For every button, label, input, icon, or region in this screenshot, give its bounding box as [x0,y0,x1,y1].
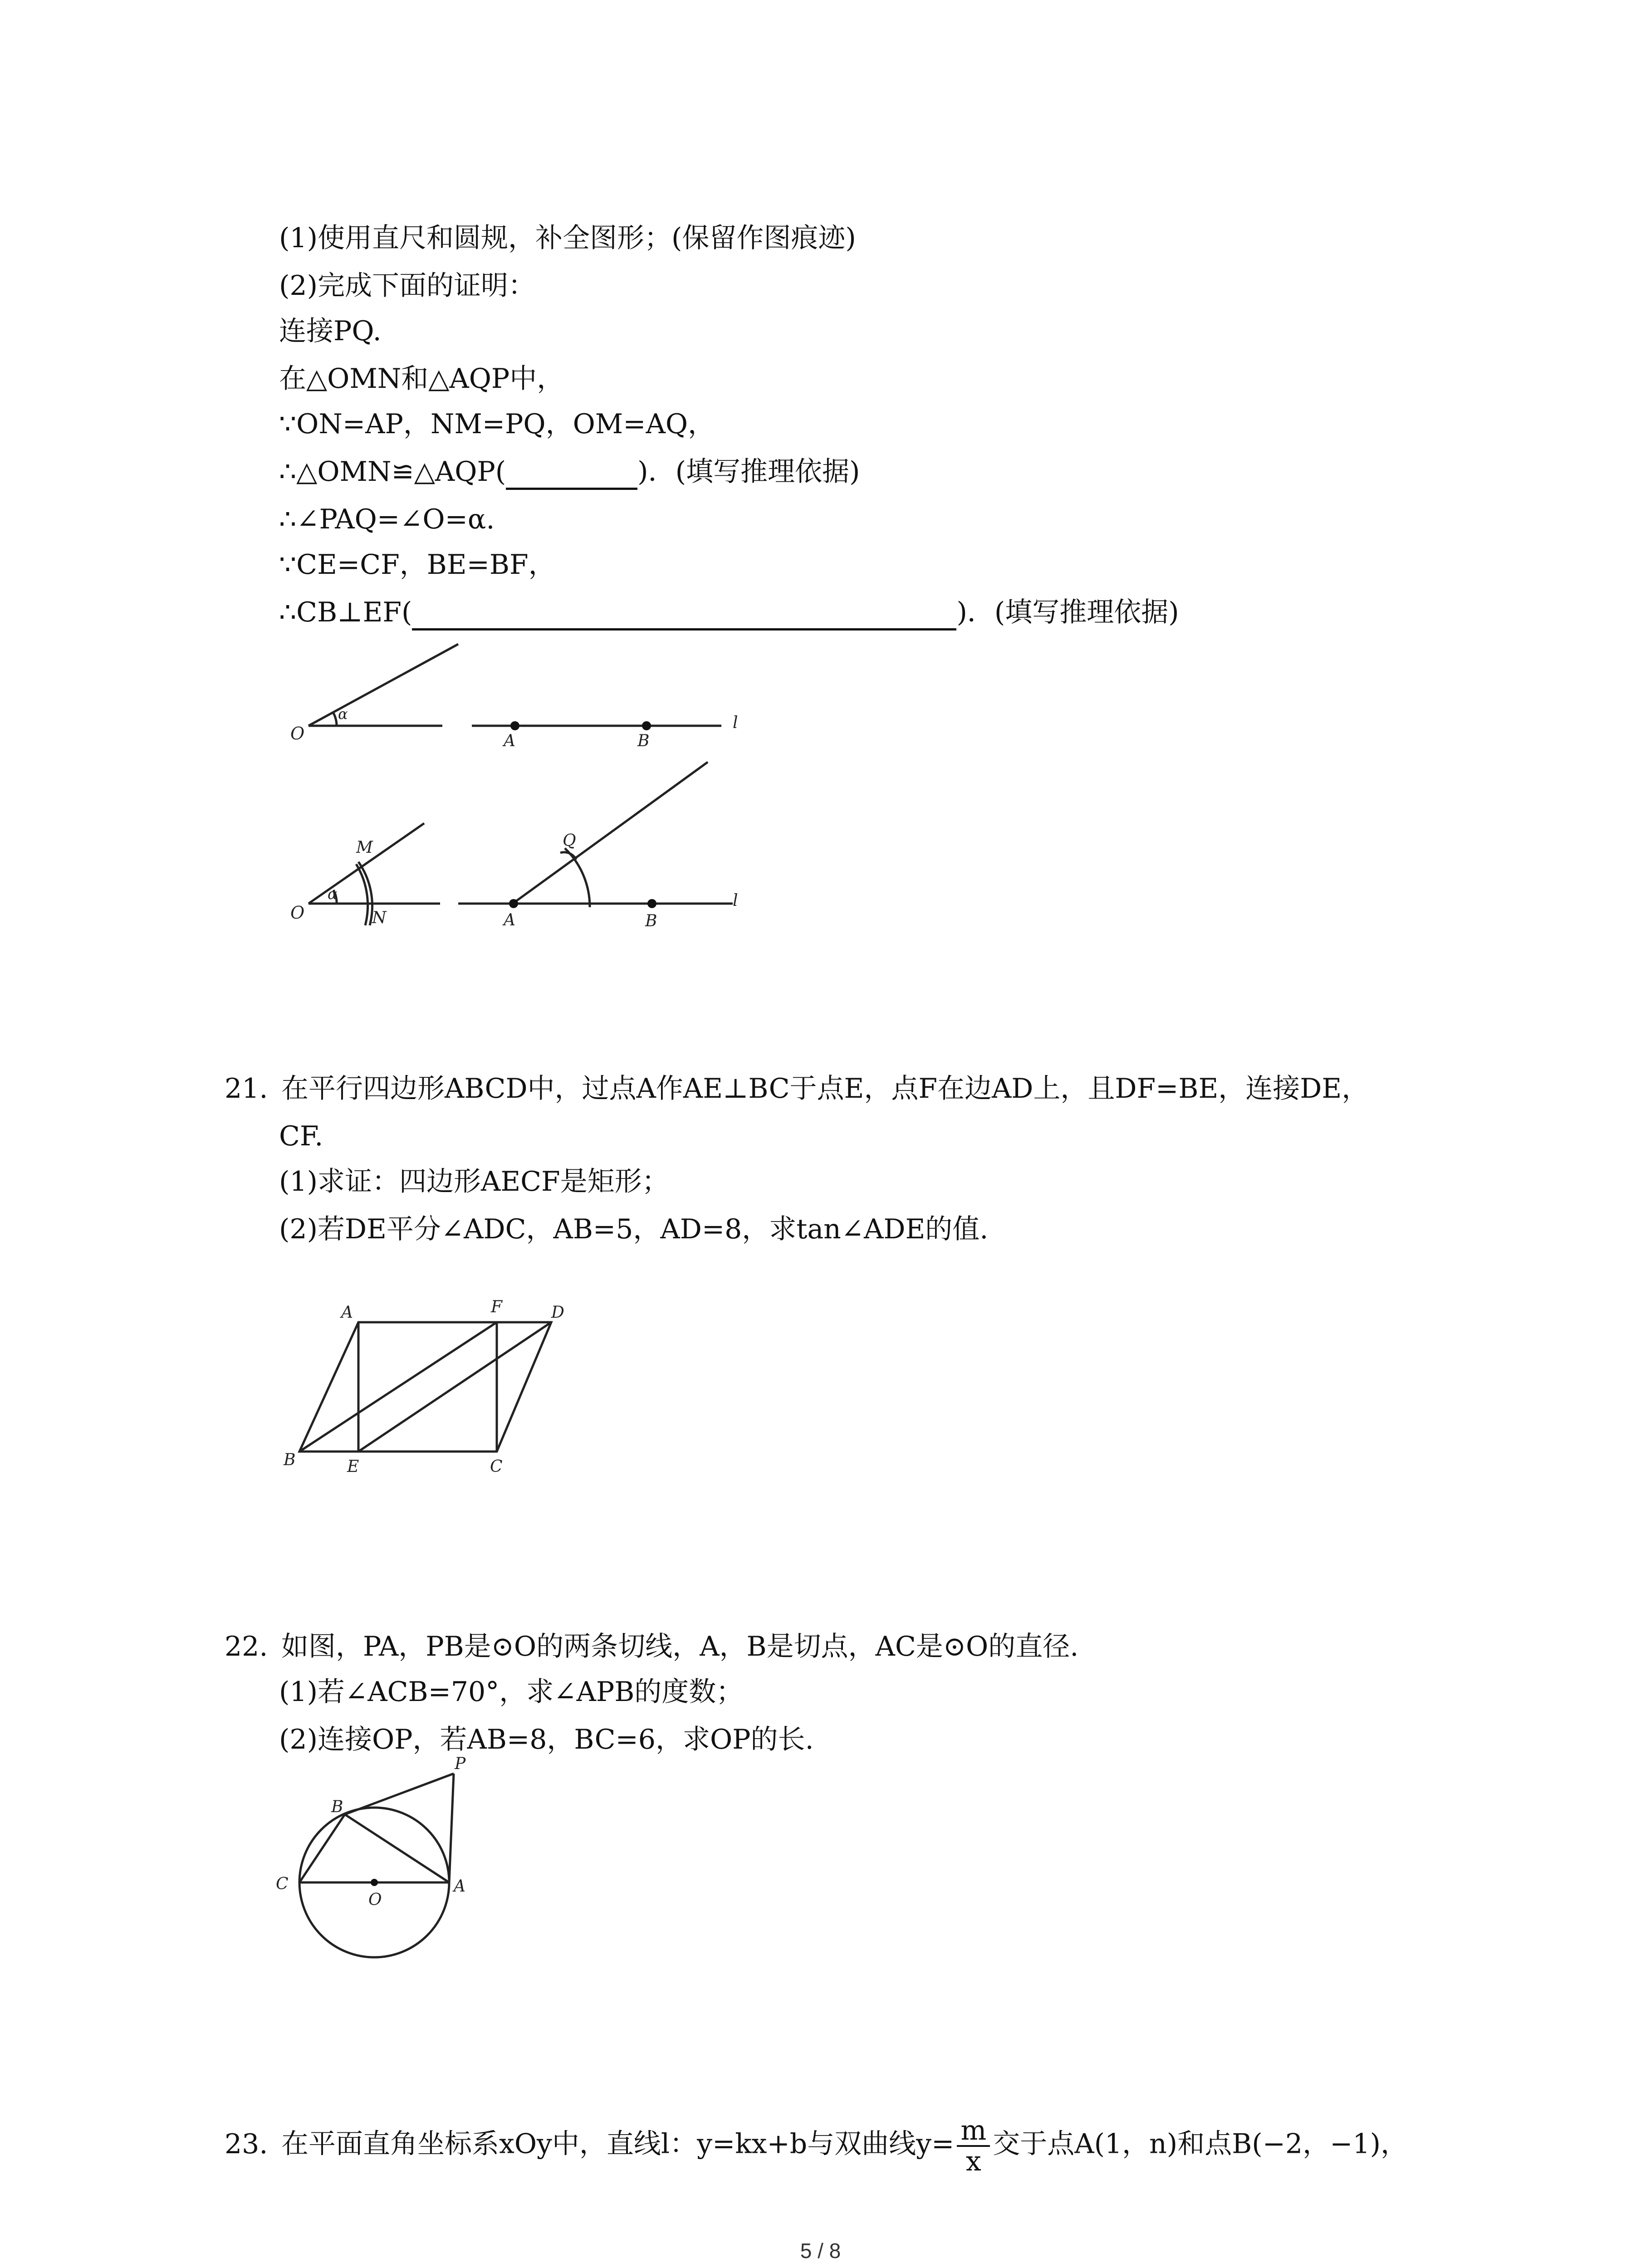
problem21-part1: (1)求证：四边形AECF是矩形； [279,1166,669,1198]
prev-step4-start: ∴△OMN≌△AQP( [279,456,506,488]
prev-step1: 连接PQ. [279,315,382,347]
prev-step5: ∴∠PAQ=∠O=α. [279,503,495,535]
problem22-number: 22. [225,1631,268,1662]
problem23-text-a: 在平面直角坐标系xOy中，直线l：y=kx+b与双曲线y= [281,2128,955,2160]
label-C-22: C [276,1875,289,1893]
problem23-number: 23. [225,2128,268,2160]
label-B-21: B [284,1451,296,1469]
problem21-number: 21. [225,1073,268,1105]
label-alpha-top: α [338,705,348,723]
problem22-part2: (2)连接OP，若AB=8，BC=6，求OP的长. [279,1724,814,1755]
label-Q: Q [563,831,576,850]
center-O [371,1879,378,1886]
label-A-22: A [454,1877,465,1896]
prev-step3: ∵ON=AP，NM=PQ，OM=AQ， [279,408,715,440]
prev-step7-start: ∴CB⊥EF( [279,596,412,628]
label-M: M [356,838,373,857]
prev-part1: (1)使用直尺和圆规，补全图形；(保留作图痕迹) [279,222,856,254]
label-A-bottom: A [504,911,515,929]
problem23-text-b: 交于点A(1，n)和点B(−2，−1)， [993,2128,1408,2160]
page-number: 5 / 8 [800,2239,841,2263]
label-P-22: P [455,1755,466,1773]
problem21-line2: CF. [279,1120,323,1152]
problem22-text: 如图，PA，PB是⊙O的两条切线，A，B是切点，AC是⊙O的直径. [281,1631,1079,1662]
fraction-numerator: m [957,2116,990,2147]
prev-step7-end: )．(填写推理依据) [956,596,1179,628]
label-O-22: O [368,1891,382,1909]
label-B-bottom: B [645,912,657,930]
segment-CB [299,1814,345,1882]
label-l-top: l [733,714,738,732]
label-F-21: F [491,1298,502,1316]
label-B-22: B [331,1798,343,1816]
fraction-m-over-x [957,2116,990,2176]
problem22-part1: (1)若∠ACB=70°，求∠APB的度数； [279,1676,744,1708]
label-D-21: D [551,1303,564,1322]
tangent-PA [449,1774,454,1882]
tangent-PB [345,1774,454,1814]
prev-part2: (2)完成下面的证明： [279,270,535,302]
label-A-top: A [504,732,515,750]
label-N: N [372,909,387,927]
prev-step2: 在△OMN和△AQP中， [279,363,564,395]
prev-step4-end: )．(填写推理依据) [637,456,860,488]
prev-step6: ∵CE=CF，BE=BF， [279,549,556,581]
fraction-denominator: x [965,2146,981,2177]
label-B-top: B [637,732,650,750]
label-O-bottom: O [290,903,305,923]
label-A-21: A [341,1303,353,1322]
label-l-bottom: l [733,891,738,910]
label-E-21: E [347,1457,359,1476]
problem23-line1 [225,2116,1408,2176]
problem21-part2: (2)若DE平分∠ADC，AB=5，AD=8，求tan∠ADE的值. [279,1213,989,1245]
label-alpha-bottom: α [328,885,338,903]
label-O-top: O [290,723,305,743]
segment-BA [345,1814,449,1882]
problem21-text: 在平行四边形ABCD中，过点A作AE⊥BC于点E，点F在边AD上，且DF=BE，连接DE， [281,1073,1369,1105]
label-C-21: C [490,1457,503,1476]
